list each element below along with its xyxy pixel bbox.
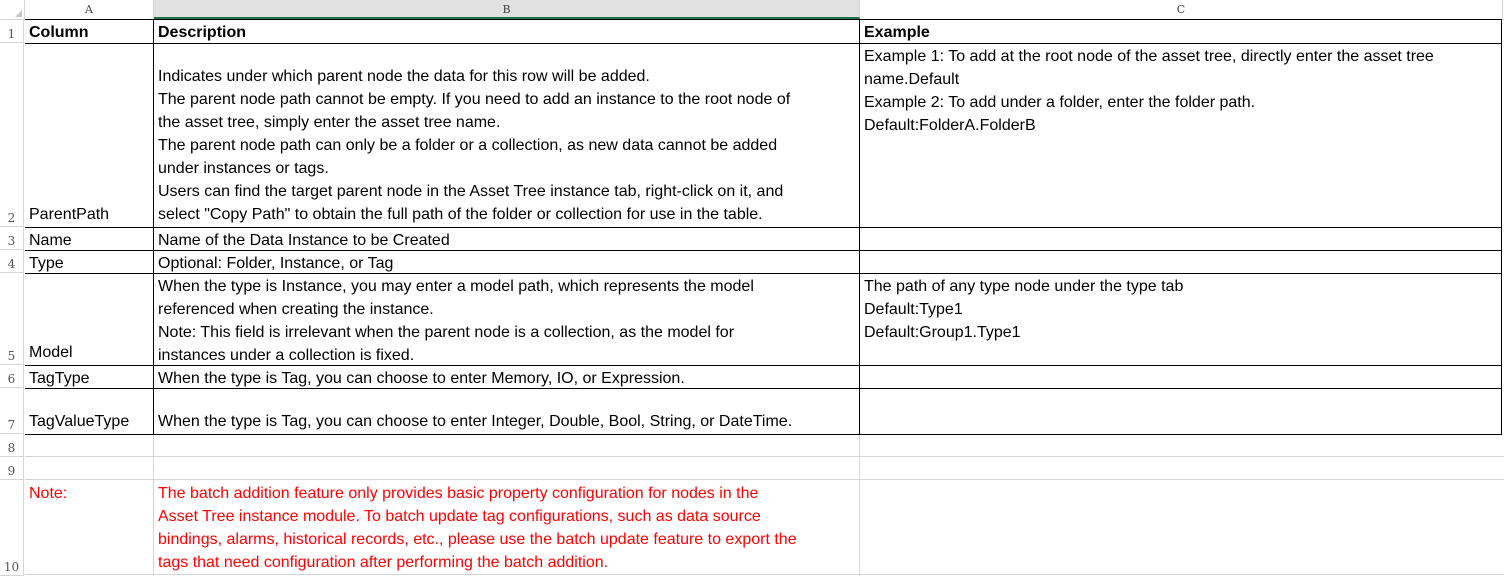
cell-name-example[interactable]	[860, 228, 1501, 250]
row-header-9[interactable]: 9	[0, 457, 24, 480]
cell-note-label[interactable]: Note:	[29, 485, 68, 502]
cell-tagtype-example[interactable]	[860, 366, 1501, 388]
row-header-8[interactable]: 8	[0, 434, 24, 457]
row-header-4[interactable]: 4	[0, 250, 24, 273]
cell-type-description[interactable]: Optional: Folder, Instance, or Tag	[158, 255, 394, 272]
row-header-7[interactable]: 7	[0, 388, 24, 434]
row-header-1[interactable]: 1	[0, 20, 24, 43]
cell-name-description[interactable]: Name of the Data Instance to be Created	[158, 232, 450, 249]
table-border	[1501, 19, 1502, 435]
cell-parentpath-description[interactable]: Indicates under which parent node the data for this row will be added. The parent node path cannot be empty. If you need to add an instance to the root node of the asset tree, simply enter the asset tree name. The parent node path can only be a folder or a collection, as new data cannot be added under instances or tags. Users can find the target parent node in the Asset Tree instance tab, right-click on it, and select "Copy Path" to obtain the full path of the folder or collection for use in the table.	[158, 68, 791, 223]
gridline	[859, 434, 860, 576]
cell-name-name[interactable]: Name	[29, 232, 72, 249]
cell-model-example[interactable]: The path of any type node under the type tab Default:Type1 Default:Group1.Type1	[864, 278, 1184, 341]
row-header-10[interactable]: 10	[0, 480, 24, 576]
column-header-row	[0, 0, 1504, 20]
cell-type-name[interactable]: Type	[29, 255, 64, 272]
header-cell-example[interactable]: Example	[864, 24, 930, 41]
column-header-c[interactable]: C	[860, 0, 1503, 19]
select-all-triangle-icon	[15, 10, 22, 17]
row-header-3[interactable]: 3	[0, 227, 24, 250]
row-header-6[interactable]: 6	[0, 365, 24, 388]
header-cell-description[interactable]: Description	[158, 24, 247, 41]
header-cell-column[interactable]: Column	[29, 24, 89, 41]
cell-note-text[interactable]: The batch addition feature only provides basic property configuration for nodes in the Asset Tree instance module. To batch update tag configurations, such as data source bindings, alarms, historical records, etc., please use the batch update feature to export the tags that need configuration after performing the batch addition.	[158, 485, 797, 571]
cell-tagvaluetype-description[interactable]: When the type is Tag, you can choose to enter Integer, Double, Bool, String, or DateTime.	[158, 413, 793, 430]
column-header-b[interactable]: B	[154, 0, 860, 19]
select-all-button[interactable]	[0, 0, 25, 19]
column-header-a[interactable]: A	[25, 0, 154, 19]
gridline	[25, 479, 1504, 480]
cell-parentpath-example[interactable]: Example 1: To add at the root node of the asset tree, directly enter the asset tree name.Default Example 2: To add under a folder, enter the folder path. Default:FolderA.FolderB	[864, 48, 1434, 134]
table-border	[25, 434, 1502, 435]
cell-type-example[interactable]	[860, 251, 1501, 273]
row-header-2[interactable]: 2	[0, 43, 24, 227]
cell-tagvaluetype-example[interactable]	[860, 389, 1501, 434]
gridline	[25, 456, 1504, 457]
cell-tagtype-name[interactable]: TagType	[29, 370, 90, 387]
cell-tagtype-description[interactable]: When the type is Tag, you can choose to enter Memory, IO, or Expression.	[158, 370, 685, 387]
row-header-5[interactable]: 5	[0, 273, 24, 365]
cell-tagvaluetype-name[interactable]: TagValueType	[29, 413, 130, 430]
cell-model-name[interactable]: Model	[29, 344, 73, 361]
cell-model-description[interactable]: When the type is Instance, you may enter a model path, which represents the model referenced when creating the instance. Note: This field is irrelevant when the parent node is a collection, as the model for instances under a collection is fixed.	[158, 278, 754, 364]
cell-parentpath-name[interactable]: ParentPath	[29, 206, 110, 223]
